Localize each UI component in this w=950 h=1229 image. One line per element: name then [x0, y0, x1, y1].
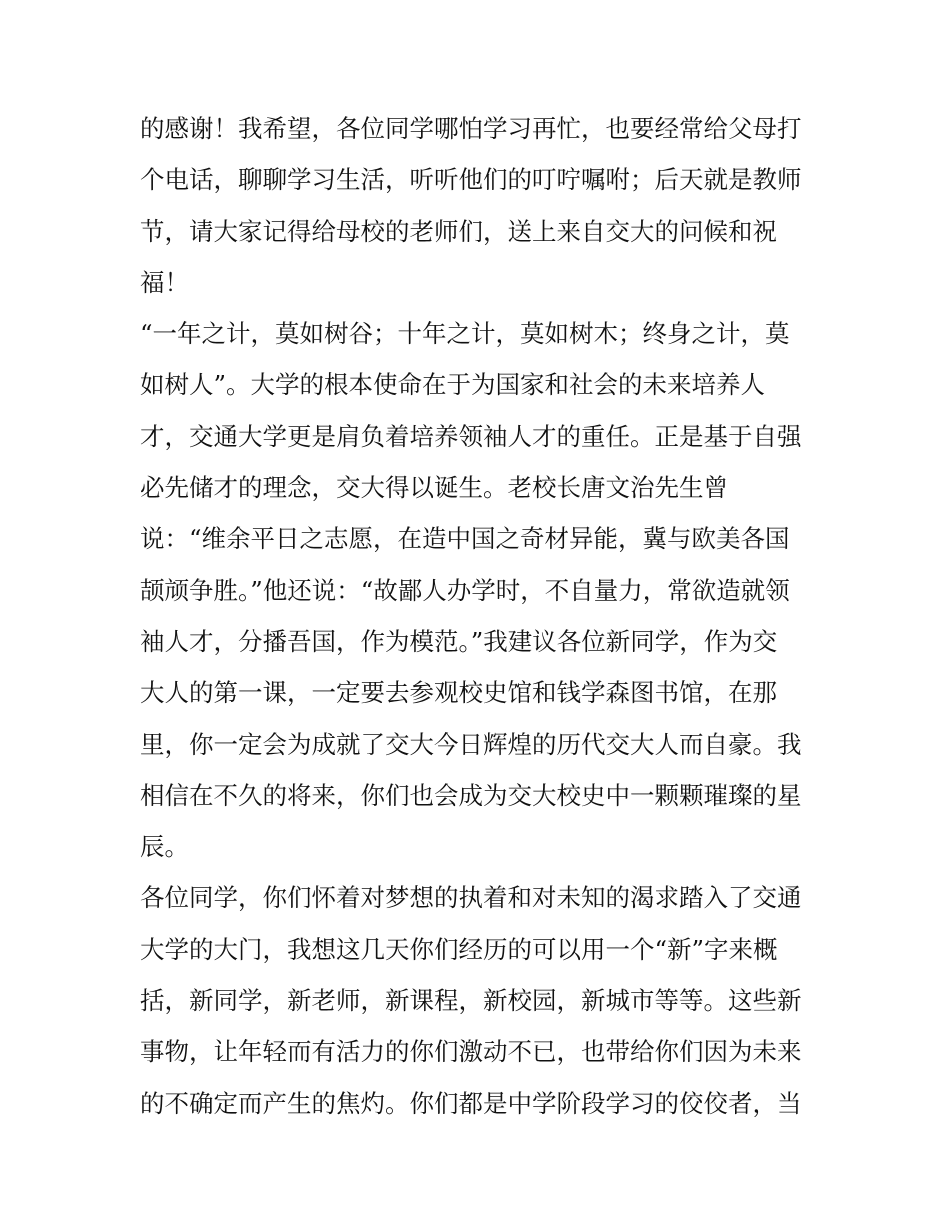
text-line: 必先储才的理念，交大得以诞生。老校长唐文治先生曾 [140, 473, 728, 503]
text-line: 的感谢！我希望，各位同学哪怕学习再忙，也要经常给父母打 [140, 114, 802, 143]
text-line: 节，请大家记得给母校的老师们，送上来自交大的问候和祝 [140, 216, 777, 246]
text-line: 说：“维余平日之志愿，在造中国之奇材异能，冀与欧美各国 [140, 524, 790, 554]
text-line: 袖人才，分播吾国，作为模范。”我建议各位新同学，作为交 [140, 626, 778, 656]
text-line: 颉颃争胜。”他还说：“故鄙人办学时，不自量力，常欲造就领 [140, 575, 790, 605]
text-line: 如树人”。大学的根本使命在于为国家和社会的未来培养人 [140, 370, 766, 400]
text-line: “一年之计，莫如树谷；十年之计，莫如树木；终身之计，莫 [140, 319, 790, 349]
text-line: 的不确定而产生的焦灼。你们都是中学阶段学习的佼佼者，当 [140, 1088, 802, 1118]
text-line: 大学的大门，我想这几天你们经历的可以用一个“新”字来概 [140, 934, 778, 964]
text-line: 里，你一定会为成就了交大今日辉煌的历代交大人而自豪。我 [140, 729, 802, 759]
text-line: 辰。 [140, 832, 189, 862]
text-line: 个电话，聊聊学习生活，听听他们的叮咛嘱咐；后天就是教师 [140, 165, 802, 195]
body-text [140, 103, 820, 1129]
text-line: 相信在不久的将来，你们也会成为交大校史中一颗颗璀璨的星 [140, 780, 802, 810]
text-line: 大人的第一课，一定要去参观校史馆和钱学森图书馆，在那 [140, 678, 777, 708]
text-line: 事物，让年轻而有活力的你们激动不已，也带给你们因为未来 [140, 1037, 802, 1067]
text-line: 福！ [140, 267, 189, 297]
text-line: 才，交通大学更是肩负着培养领袖人才的重任。正是基于自强 [140, 421, 802, 451]
text-line: 括，新同学，新老师，新课程，新校园，新城市等等。这些新 [140, 986, 802, 1016]
text-line: 各位同学，你们怀着对梦想的执着和对未知的渴求踏入了交通 [140, 883, 802, 913]
